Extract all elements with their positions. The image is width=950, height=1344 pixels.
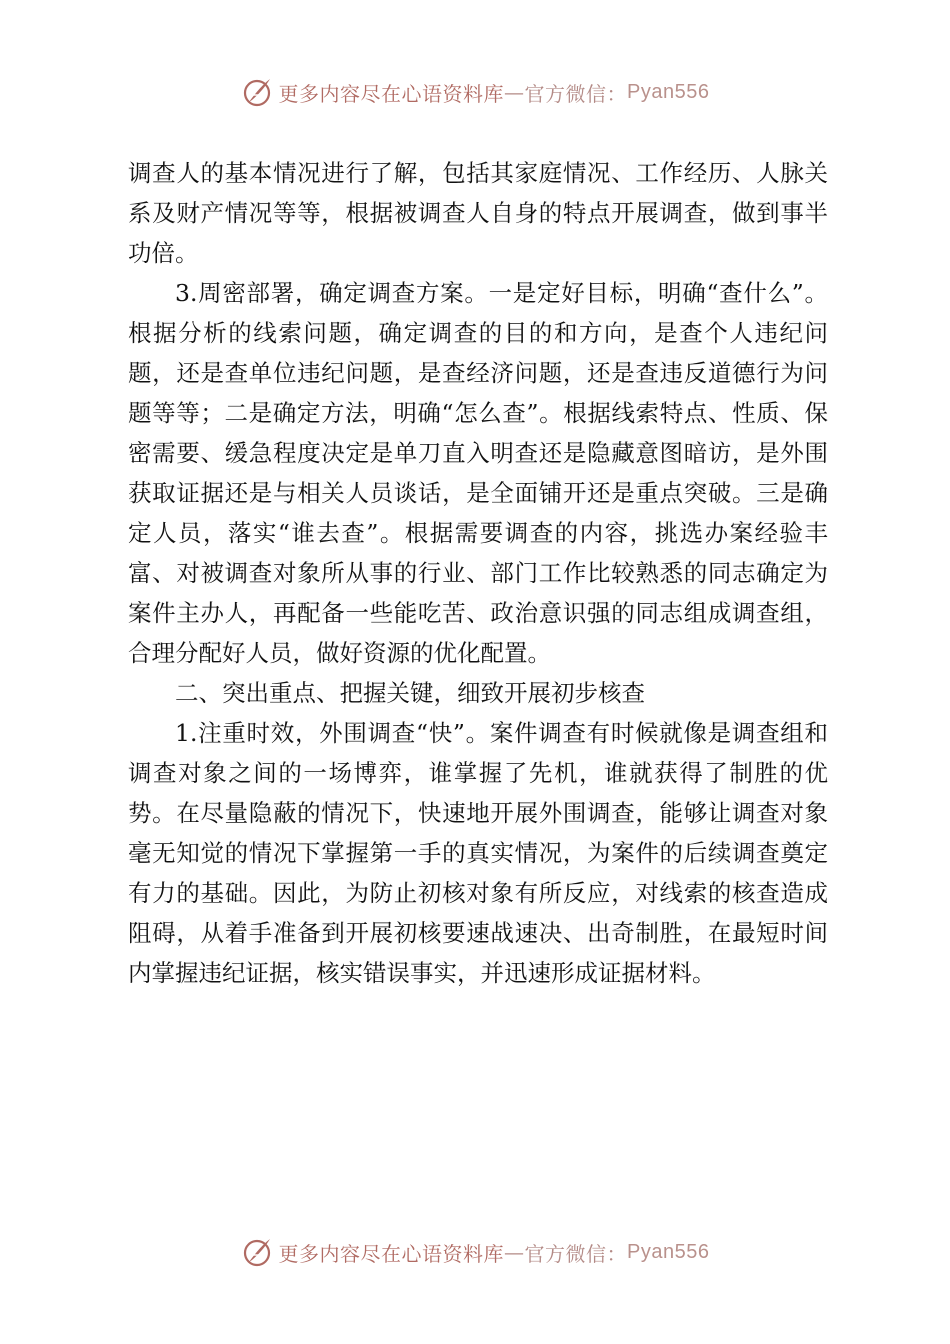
quill-logo-icon bbox=[241, 76, 273, 108]
paragraph: 3.周密部署，确定调查方案。一是定好目标，明确“查什么”。 根据分析的线索问题，确定调查的目的和方向，是查个人违纪问题，还是查单位违纪问题，是查经济问题，还是查违反道德行为问题等等；二是确定方法，明确“怎么查”。根据线索特点、性质、保密需要、缓急程度决定是单刀直入明查还是隐藏意图暗访，是外围获取证据还是与相关人员谈话，是全面铺开还是重点突破。三是确定人员，落实“谁去查”。根据需要调查的内容，挑选办案经验丰富、对被调查对象所从事的行业、部门工作比较熟悉的同志确定为案件主办人，再配备一些能吃苦、政治意识强的同志组成调查组，合理分配好人员，做好资源的优化配置。 bbox=[128, 279, 828, 667]
footer-watermark bbox=[0, 1232, 950, 1272]
watermark-separator: — bbox=[504, 1240, 525, 1264]
watermark-account-id: Pyan556 bbox=[627, 1240, 710, 1263]
paragraph: 1.注重时效，外围调查“快”。案件调查有时候就像是调查组和调查对象之间的一场博弈，谁掌握了先机，谁就获得了制胜的优势。在尽量隐蔽的情况下，快速地开展外围调查，能够让调查对象毫无知觉的情况下掌握第一手的真实情况，为案件的后续调查奠定有力的基础。因此，为防止初核对象有所反应，对线索的核查造成阻碍，从着手准备到开展初核要速战速决、出奇制胜，在最短时间内掌握违纪证据，核实错误事实，并迅速形成证据材料。 bbox=[128, 719, 828, 987]
header-watermark bbox=[0, 72, 950, 112]
section-heading: 二、突出重点、把握关键，细致开展初步核查 bbox=[175, 679, 645, 707]
quill-logo-icon bbox=[241, 1236, 273, 1268]
watermark-brand: 更多内容尽在心语资料库 bbox=[278, 81, 505, 106]
watermark-brand: 更多内容尽在心语资料库 bbox=[278, 1241, 505, 1266]
paragraph: 调查人的基本情况进行了解，包括其家庭情况、工作经历、人脉关系及财产情况等等，根据被调查人自身的特点开展调查，做到事半功倍。 bbox=[128, 159, 828, 267]
document-body bbox=[128, 153, 828, 993]
watermark-separator: — bbox=[504, 80, 525, 104]
watermark-account-id: Pyan556 bbox=[627, 80, 710, 103]
watermark-account-label: 官方微信： bbox=[524, 1241, 628, 1266]
watermark-account-label: 官方微信： bbox=[524, 81, 628, 106]
